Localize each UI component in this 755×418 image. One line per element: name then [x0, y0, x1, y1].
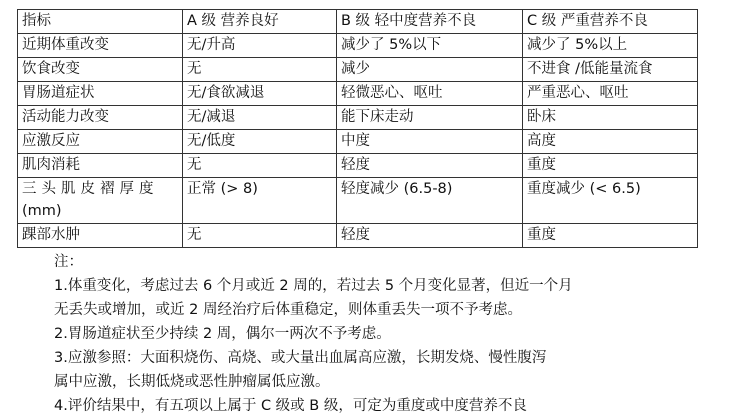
- table-row: [18, 58, 698, 82]
- cell-grade-c: 卧床: [523, 106, 698, 130]
- cell-grade-c: 高度: [523, 130, 698, 154]
- table-row: [18, 34, 698, 58]
- note-line: 4.评价结果中，有五项以上属于 C 级或 B 级，可定为重度或中度营养不良: [54, 398, 527, 414]
- note-line: 3.应激参照：大面积烧伤、高烧、或大量出血属高应激，长期发烧、慢性腹泻: [54, 350, 547, 366]
- cell-grade-a: 无/升高: [183, 34, 337, 58]
- cell-grade-a: 无: [183, 224, 337, 248]
- cell-grade-b: 减少: [337, 58, 523, 82]
- cell-grade-a: 无/减退: [183, 106, 337, 130]
- note-line: 无丢失或增加，或近 2 周经治疗后体重稳定，则体重丢失一项不予考虑。: [54, 302, 522, 318]
- cell-grade-a: 无/食欲减退: [183, 82, 337, 106]
- header-grade-a: A 级 营养良好: [183, 10, 337, 34]
- header-grade-c: C 级 严重营养不良: [523, 10, 698, 34]
- cell-grade-b: 轻度减少 (6.5-8): [337, 178, 523, 224]
- nutrition-assessment-table: [17, 9, 698, 248]
- table-row: [18, 178, 698, 224]
- notes-title: 注：: [54, 254, 83, 270]
- header-indicator: 指标: [18, 10, 183, 34]
- cell-grade-b: 中度: [337, 130, 523, 154]
- row-label: 踝部水肿: [18, 224, 183, 248]
- table-header-row: [18, 10, 698, 34]
- table-row: [18, 82, 698, 106]
- cell-grade-c: 严重恶心、呕吐: [523, 82, 698, 106]
- notes-section: [54, 250, 734, 418]
- note-line: 属中应激，长期低烧或恶性肿瘤属低应激。: [54, 374, 330, 390]
- row-label: 肌肉消耗: [18, 154, 183, 178]
- cell-grade-c: 不进食 /低能量流食: [523, 58, 698, 82]
- table-row: [18, 224, 698, 248]
- cell-grade-b: 轻度: [337, 154, 523, 178]
- row-label: 应激反应: [18, 130, 183, 154]
- row-label-unit: (mm): [22, 203, 62, 219]
- row-label: 饮食改变: [18, 58, 183, 82]
- cell-grade-a: 无/低度: [183, 130, 337, 154]
- note-line: 2.胃肠道症状至少持续 2 周，偶尔一两次不予考虑。: [54, 326, 391, 342]
- cell-grade-b: 能下床走动: [337, 106, 523, 130]
- cell-grade-b: 减少了 5%以下: [337, 34, 523, 58]
- table-row: [18, 106, 698, 130]
- cell-grade-a: 正常 (> 8): [183, 178, 337, 224]
- cell-grade-a: 无: [183, 154, 337, 178]
- table-row: [18, 130, 698, 154]
- row-label: 胃肠道症状: [18, 82, 183, 106]
- cell-grade-a: 无: [183, 58, 337, 82]
- cell-grade-c: 重度: [523, 154, 698, 178]
- cell-grade-c: 减少了 5%以上: [523, 34, 698, 58]
- cell-grade-b: 轻度: [337, 224, 523, 248]
- row-label: 活动能力改变: [18, 106, 183, 130]
- note-line: 1.体重变化，考虑过去 6 个月或近 2 周的，若过去 5 个月变化显著，但近一个月: [54, 278, 573, 294]
- row-label-text: 三头肌皮褶厚度: [22, 181, 159, 197]
- cell-grade-c: 重度减少 (< 6.5): [523, 178, 698, 224]
- row-label: [18, 178, 183, 224]
- row-label: 近期体重改变: [18, 34, 183, 58]
- cell-grade-c: 重度: [523, 224, 698, 248]
- cell-grade-b: 轻微恶心、呕吐: [337, 82, 523, 106]
- header-grade-b: B 级 轻中度营养不良: [337, 10, 523, 34]
- table-row: [18, 154, 698, 178]
